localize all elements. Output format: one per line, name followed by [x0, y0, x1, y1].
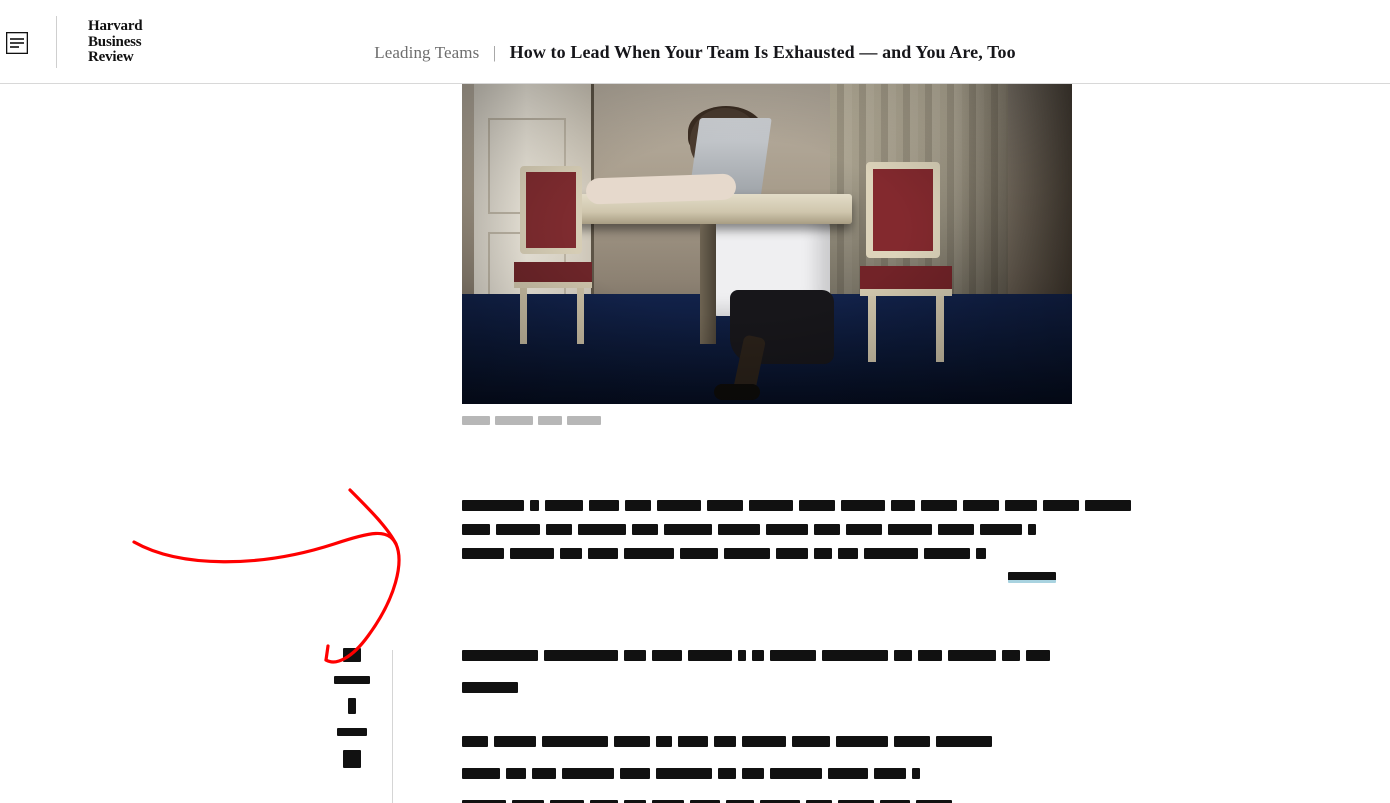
redacted-word	[976, 548, 986, 559]
redacted-word	[707, 500, 743, 511]
redacted-word	[980, 524, 1022, 535]
redacted-word	[912, 768, 920, 779]
redacted-word	[624, 650, 646, 661]
redacted-word	[918, 650, 942, 661]
redacted-text-line	[462, 682, 518, 693]
redacted-word	[718, 524, 760, 535]
redacted-word	[462, 736, 488, 747]
redacted-word	[462, 548, 504, 559]
redacted-word	[936, 736, 992, 747]
share-item-4[interactable]	[337, 728, 367, 736]
redacted-word	[656, 736, 672, 747]
redacted-word	[578, 524, 626, 535]
redacted-word	[657, 500, 701, 511]
breadcrumb-separator: |	[492, 43, 497, 62]
redacted-word	[462, 500, 524, 511]
redacted-word	[938, 524, 974, 535]
inline-link[interactable]	[1008, 572, 1056, 583]
redacted-word	[1005, 500, 1037, 511]
redacted-word	[625, 500, 651, 511]
redacted-word	[828, 768, 868, 779]
hero-image	[462, 84, 1072, 404]
redacted-word	[766, 524, 808, 535]
credit-block	[538, 416, 562, 425]
redacted-word	[864, 548, 918, 559]
breadcrumb-topic[interactable]: Leading Teams	[374, 43, 480, 62]
redacted-word	[846, 524, 882, 535]
redacted-word	[688, 650, 732, 661]
redacted-word	[888, 524, 932, 535]
redacted-word	[1028, 524, 1036, 535]
redacted-text-line	[462, 548, 986, 559]
redacted-word	[545, 500, 583, 511]
redacted-word	[742, 768, 764, 779]
redacted-word	[546, 524, 572, 535]
redacted-word	[874, 768, 906, 779]
redacted-word	[724, 548, 770, 559]
redacted-word	[506, 768, 526, 779]
redacted-word	[652, 650, 682, 661]
header-breadcrumb	[0, 42, 1390, 63]
redacted-word	[664, 524, 712, 535]
redacted-word	[822, 650, 888, 661]
redacted-word	[624, 548, 674, 559]
credit-block	[495, 416, 533, 425]
redacted-word	[948, 650, 996, 661]
redacted-word	[841, 500, 885, 511]
redacted-word	[462, 524, 490, 535]
redacted-word	[542, 736, 608, 747]
redacted-word	[588, 548, 618, 559]
credit-block	[567, 416, 601, 425]
redacted-word	[770, 650, 816, 661]
redacted-word	[678, 736, 708, 747]
redacted-word	[776, 548, 808, 559]
redacted-word	[749, 500, 793, 511]
redacted-word	[714, 736, 736, 747]
redacted-word	[1002, 650, 1020, 661]
redacted-word	[1085, 500, 1131, 511]
redacted-word	[462, 682, 518, 693]
redacted-word	[680, 548, 718, 559]
redacted-word	[462, 650, 538, 661]
redacted-word	[814, 524, 840, 535]
redacted-word	[494, 736, 536, 747]
redacted-word	[792, 736, 830, 747]
redacted-word	[589, 500, 619, 511]
brand-line-2: Business	[88, 33, 142, 50]
share-item-1[interactable]	[343, 648, 361, 662]
credit-block	[462, 416, 490, 425]
redacted-word	[620, 768, 650, 779]
redacted-word	[742, 736, 786, 747]
redacted-word	[614, 736, 650, 747]
redacted-word	[562, 768, 614, 779]
redacted-word	[462, 768, 500, 779]
redacted-word	[799, 500, 835, 511]
redacted-text-line	[462, 768, 920, 779]
redacted-text-line	[462, 500, 1131, 511]
redacted-text-line	[462, 650, 1050, 661]
share-item-2[interactable]	[334, 676, 370, 684]
share-item-5[interactable]	[343, 750, 361, 768]
redacted-word	[532, 768, 556, 779]
redacted-word	[752, 650, 764, 661]
redacted-word	[963, 500, 999, 511]
redacted-word	[1026, 650, 1050, 661]
redacted-word	[891, 500, 915, 511]
redacted-word	[770, 768, 822, 779]
share-item-3[interactable]	[348, 698, 356, 714]
photo-credit	[462, 416, 601, 425]
redacted-word	[530, 500, 539, 511]
redacted-word	[838, 548, 858, 559]
redacted-text-line	[462, 736, 992, 747]
redacted-word	[656, 768, 712, 779]
redacted-word	[924, 548, 970, 559]
redacted-word	[718, 768, 736, 779]
redacted-word	[921, 500, 957, 511]
redacted-word	[836, 736, 888, 747]
share-rail[interactable]	[322, 648, 382, 768]
redacted-word	[1043, 500, 1079, 511]
redacted-word	[738, 650, 746, 661]
redacted-word	[894, 650, 912, 661]
article-headline[interactable]: How to Lead When Your Team Is Exhausted — and You Are, Too	[509, 42, 1016, 62]
redacted-word	[560, 548, 582, 559]
share-rail-divider	[392, 650, 393, 803]
redacted-word	[814, 548, 832, 559]
redacted-word	[496, 524, 540, 535]
redacted-word	[510, 548, 554, 559]
brand-line-3: Review	[88, 49, 134, 65]
redacted-word	[632, 524, 658, 535]
redacted-text-line	[462, 524, 1036, 535]
brand-line-1: Harvard	[88, 18, 143, 34]
redacted-text-line	[1008, 572, 1056, 583]
redacted-word	[544, 650, 618, 661]
site-header	[0, 0, 1390, 84]
redacted-word	[894, 736, 930, 747]
